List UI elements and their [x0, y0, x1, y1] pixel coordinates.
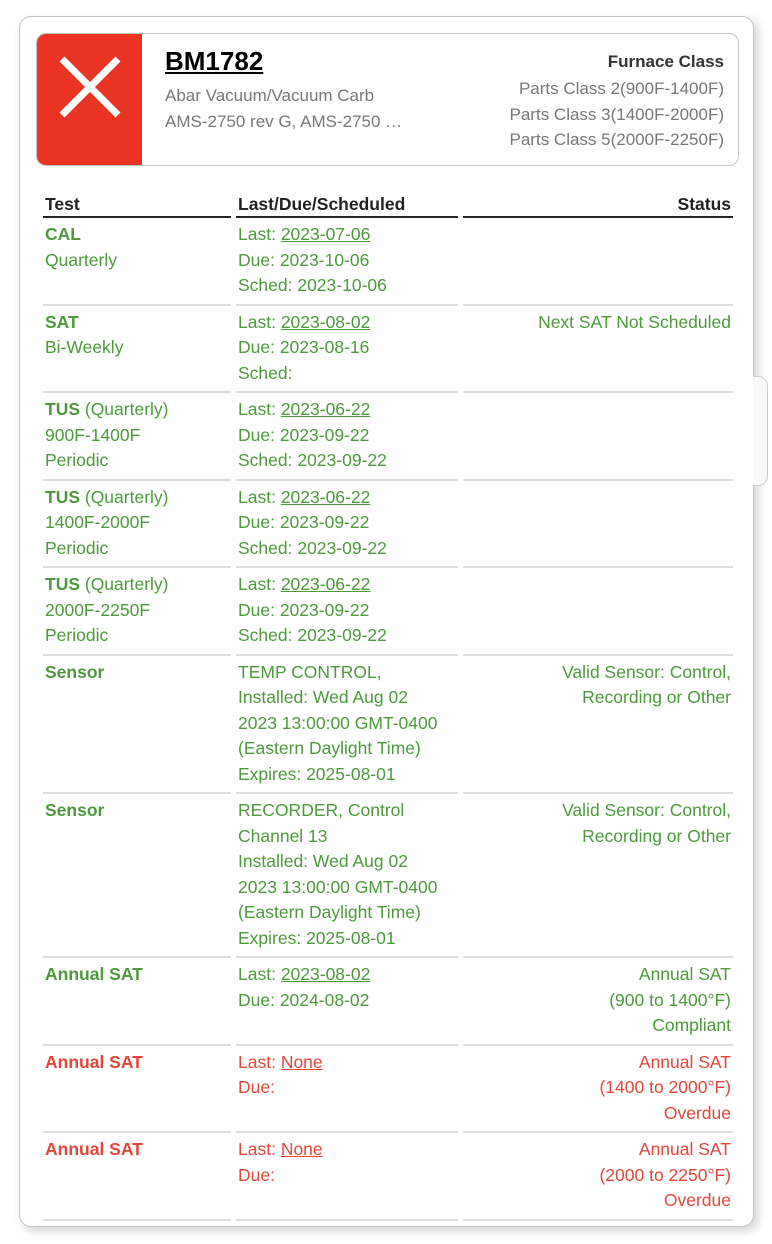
test-cell: [43, 794, 231, 958]
test-detail: Periodic: [45, 537, 109, 558]
dates-cell: [236, 218, 458, 306]
date-detail: Sched: 2023-09-22: [238, 537, 387, 558]
date-detail: Sched: 2023-09-22: [238, 625, 387, 645]
furnace-detail-panel: [19, 16, 754, 1227]
last-label: Last:: [238, 486, 281, 507]
test-name-line: [45, 572, 229, 598]
table-row: [43, 306, 733, 394]
test-name: TUS: [45, 574, 80, 594]
dates-cell: [236, 568, 458, 656]
date-detail: Due: 2023-08-16: [238, 337, 370, 357]
status-text: Compliant: [652, 1015, 731, 1035]
date-detail: Expires: 2025-08-01: [238, 927, 396, 948]
last-date-link[interactable]: None: [280, 1051, 323, 1072]
test-name: CAL: [45, 224, 81, 244]
test-detail: Quarterly: [45, 249, 117, 270]
test-table: [38, 192, 738, 1221]
last-date-link[interactable]: 2023-07-06: [280, 224, 371, 244]
test-detail: 900F-1400F: [45, 424, 141, 445]
dates-cell: [236, 481, 458, 569]
date-detail: Due:: [238, 1164, 275, 1185]
status-text: Annual SAT: [638, 964, 731, 984]
last-date-link[interactable]: 2023-06-22: [280, 486, 371, 507]
test-cell: [43, 1046, 231, 1134]
test-name: Annual SAT: [45, 964, 143, 984]
test-name: Sensor: [45, 661, 105, 682]
date-detail: Installed: Wed Aug 02: [238, 687, 408, 707]
last-date-line: [238, 1050, 456, 1076]
date-detail: Channel 13: [238, 825, 328, 846]
status-text: Recording or Other: [582, 687, 731, 707]
status-text: Overdue: [663, 1190, 731, 1210]
status-text: (1400 to 2000°F): [599, 1077, 731, 1097]
test-name: SAT: [45, 311, 79, 332]
date-detail: (Eastern Daylight Time): [238, 738, 421, 758]
test-name-line: [45, 397, 229, 423]
date-detail: (Eastern Daylight Time): [238, 902, 421, 922]
parts-class: Parts Class 2(900F-1400F): [518, 79, 724, 98]
test-cell: [43, 481, 231, 569]
furnace-header-card: [36, 33, 739, 166]
date-detail: Sched: 2023-10-06: [238, 275, 387, 295]
table-row: [43, 958, 733, 1046]
test-detail: 1400F-2000F: [45, 512, 151, 532]
status-text: (900 to 1400°F): [609, 989, 731, 1010]
date-detail: Due: 2023-09-22: [238, 599, 370, 620]
table-row: [43, 794, 733, 958]
test-detail: Bi-Weekly: [45, 337, 124, 357]
dates-cell: [236, 393, 458, 481]
test-cell: [43, 656, 231, 795]
last-label: Last:: [238, 399, 281, 419]
last-date-link[interactable]: 2023-08-02: [280, 964, 371, 984]
status-text: Valid Sensor: Control,: [562, 800, 731, 820]
date-detail: Expires: 2025-08-01: [238, 763, 396, 784]
last-label: Last:: [238, 574, 281, 594]
test-name: Annual SAT: [45, 1051, 143, 1072]
last-date-line: [238, 962, 456, 988]
date-detail: 2023 13:00:00 GMT-0400: [238, 876, 438, 897]
test-name-line: [45, 962, 229, 988]
date-detail: Due: 2024-08-02: [238, 989, 370, 1010]
test-name: TUS: [45, 486, 80, 507]
test-name-line: [45, 485, 229, 511]
table-row: [43, 656, 733, 795]
status-cell: [463, 306, 733, 394]
last-date-line: [238, 310, 456, 336]
status-indicator: [37, 34, 142, 165]
status-cell: [463, 568, 733, 656]
last-label: Last:: [238, 1139, 281, 1159]
date-detail: Installed: Wed Aug 02: [238, 851, 408, 871]
table-row: [43, 481, 733, 569]
status-cell: [463, 1046, 733, 1134]
status-text: (2000 to 2250°F): [599, 1164, 731, 1185]
test-cell: [43, 568, 231, 656]
last-label: Last:: [238, 1051, 281, 1072]
test-cell: [43, 306, 231, 394]
table-row: [43, 393, 733, 481]
date-detail: Due:: [238, 1077, 275, 1097]
status-text: Annual SAT: [638, 1051, 731, 1072]
scrollbar[interactable]: [753, 376, 768, 486]
date-detail: 2023 13:00:00 GMT-0400: [238, 712, 438, 733]
test-name-line: [45, 1137, 229, 1163]
furnace-spec: AMS-2750 rev G, AMS-2750 …: [165, 112, 403, 131]
table-row: [43, 1046, 733, 1134]
last-date-line: [238, 397, 456, 423]
test-name-line: [45, 1050, 229, 1076]
last-date-line: [238, 222, 456, 248]
furnace-description: Abar Vacuum/Vacuum Carb: [165, 86, 375, 105]
test-cell: [43, 1133, 231, 1221]
last-label: Last:: [238, 311, 281, 332]
dates-cell: [236, 306, 458, 394]
last-date-link[interactable]: 2023-06-22: [280, 574, 371, 594]
dates-cell: [236, 656, 458, 795]
date-detail: Due: 2023-09-22: [238, 424, 370, 445]
table-row: [43, 1133, 733, 1221]
table-row: [43, 568, 733, 656]
date-detail: Due: 2023-09-22: [238, 512, 370, 532]
last-date-link[interactable]: 2023-06-22: [280, 399, 371, 419]
status-text: Valid Sensor: Control,: [562, 661, 731, 682]
dates-cell: [236, 1046, 458, 1134]
test-name-line: [45, 660, 229, 686]
test-cell: [43, 393, 231, 481]
column-header-last-due: Last/Due/Scheduled: [236, 192, 458, 218]
test-name: Annual SAT: [45, 1139, 143, 1159]
date-detail: RECORDER, Control: [238, 800, 405, 820]
dates-cell: [236, 958, 458, 1046]
test-name: TUS: [45, 399, 80, 419]
status-cell: [463, 958, 733, 1046]
status-text: Next SAT Not Scheduled: [538, 311, 731, 332]
last-date-line: [238, 572, 456, 598]
test-cell: [43, 218, 231, 306]
test-detail: Periodic: [45, 450, 109, 470]
status-cell: [463, 218, 733, 306]
test-frequency: (Quarterly): [80, 399, 169, 419]
test-detail: 2000F-2250F: [45, 599, 151, 620]
status-text: Overdue: [663, 1102, 731, 1123]
last-date-link[interactable]: None: [280, 1139, 323, 1159]
status-cell: [463, 393, 733, 481]
status-cell: [463, 481, 733, 569]
test-name-line: [45, 310, 229, 336]
test-frequency: (Quarterly): [80, 574, 169, 594]
status-text: Annual SAT: [638, 1139, 731, 1159]
last-date-line: [238, 1137, 456, 1163]
status-text: Recording or Other: [582, 825, 731, 846]
date-detail: Due: 2023-10-06: [238, 249, 370, 270]
table-row: [43, 218, 733, 306]
last-date-line: [238, 485, 456, 511]
date-detail: Sched:: [238, 362, 293, 383]
status-cell: [463, 794, 733, 958]
test-name: Sensor: [45, 800, 105, 820]
test-frequency: (Quarterly): [80, 486, 169, 507]
status-cell: [463, 1133, 733, 1221]
date-detail: TEMP CONTROL,: [238, 661, 382, 682]
dates-cell: [236, 794, 458, 958]
dates-cell: [236, 1133, 458, 1221]
status-cell: [463, 656, 733, 795]
x-icon: [59, 56, 121, 118]
furnace-class-label: Furnace Class: [607, 52, 724, 71]
parts-class: Parts Class 5(2000F-2250F): [509, 130, 724, 149]
test-name-line: [45, 222, 229, 248]
column-header-test: Test: [43, 192, 231, 218]
furnace-id-link[interactable]: BM1782: [165, 46, 264, 76]
furnace-class: [510, 52, 724, 153]
date-detail: Sched: 2023-09-22: [238, 450, 387, 470]
test-cell: [43, 958, 231, 1046]
last-label: Last:: [238, 224, 281, 244]
last-date-link[interactable]: 2023-08-02: [280, 311, 371, 332]
test-detail: Periodic: [45, 625, 109, 645]
last-label: Last:: [238, 964, 281, 984]
parts-class: Parts Class 3(1400F-2000F): [509, 104, 724, 124]
test-name-line: [45, 798, 229, 824]
column-header-status: Status: [463, 192, 733, 218]
